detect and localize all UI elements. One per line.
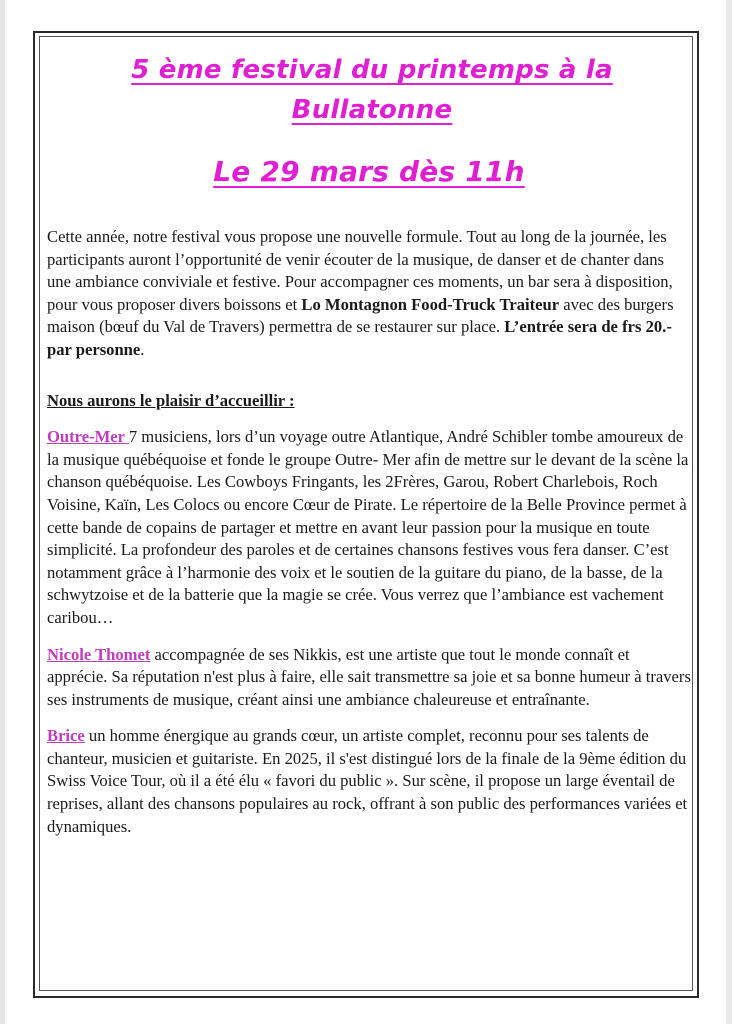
performer-name-link[interactable]: Brice: [47, 726, 85, 746]
performer-description: un homme énergique au grands cœur, un artiste complet, reconnu pour ses talents de chanteur, musicien et guitariste. En 2025, il s'est distingué lors de la finale de la 9ème édition du Swiss Voice Tour, où il a été élu « favori du public ». Sur scène, il propose un large éventail de reprises, allant des chansons populaires au rock, offrant à son public des performances variées et dynamiques.: [47, 726, 688, 836]
performer-outre-mer: [47, 426, 691, 629]
performer-name-link[interactable]: Outre-Mer: [47, 427, 129, 447]
intro-paragraph: [47, 226, 691, 362]
entry-fee: L’entrée sera de frs 20.- par personne: [47, 317, 672, 359]
performer-description: 7 musiciens, lors d’un voyage outre Atlantique, André Schibler tombe amoureux de la musique québéquoise et fonde le groupe Outre- Mer afin de mettre sur le devant de la scène la chanson québéquoise. Les Cowboys Fringants, les 2Frères, Garou, Robert Charlebois, Roch Voisine, Kaïn, Les Colocs ou encore Cœur de Pirate. Le répertoire de la Belle Province permet à cette bande de copains de partager et mettre en avant leur passion pour la musique en toute simplicité. La profondeur des paroles et de certaines chansons festives vous fera danser. C’est notamment grâce à l’harmonie des voix et le soutien de la guitare du piano, de la basse, de la schwytzoise et de la batterie que la magie se crée. Vous verrez que l’ambiance est vachement caribou…: [47, 427, 689, 627]
page-edge-right: [726, 0, 732, 1024]
performer-description: accompagnée de ses Nikkis, est une artiste que tout le monde connaît et apprécie. Sa réputation n'est plus à faire, elle sait transmettre sa joie et sa bonne humeur à travers ses instruments de musique, créant ainsi une ambiance chaleureuse et entraînante.: [47, 644, 691, 709]
festival-title: 5 ème festival du printemps à la Bullatonne: [131, 55, 613, 125]
intro-text-1: Cette année, notre festival vous propose une nouvelle formule. Tout au long de la journée, les participants auront l’opportunité de venir écouter de la musique, de danser et de chanter dans une ambiance conviviale et festive. Pour accompagner ces moments, un bar sera à disposition, pour vous proposer divers boissons et: [47, 227, 673, 314]
performers-heading: Nous aurons le plaisir d’accueillir :: [47, 390, 295, 410]
festival-date: Le 29 mars dès 11h: [213, 155, 525, 188]
intro-text-3: .: [140, 339, 145, 359]
performer-name-link[interactable]: Nicole Thomet: [47, 644, 151, 664]
food-truck-name: Lo Montagnon Food-Truck Traiteur: [301, 294, 560, 314]
performer-brice: [47, 725, 691, 838]
page-edge-left: [0, 0, 5, 1024]
document-content: [47, 50, 691, 838]
performer-nicole-thomet: [47, 644, 691, 712]
intro-text-2: avec des burgers maison (bœuf du Val de Travers) permettra de se restaurer sur place.: [47, 294, 674, 337]
